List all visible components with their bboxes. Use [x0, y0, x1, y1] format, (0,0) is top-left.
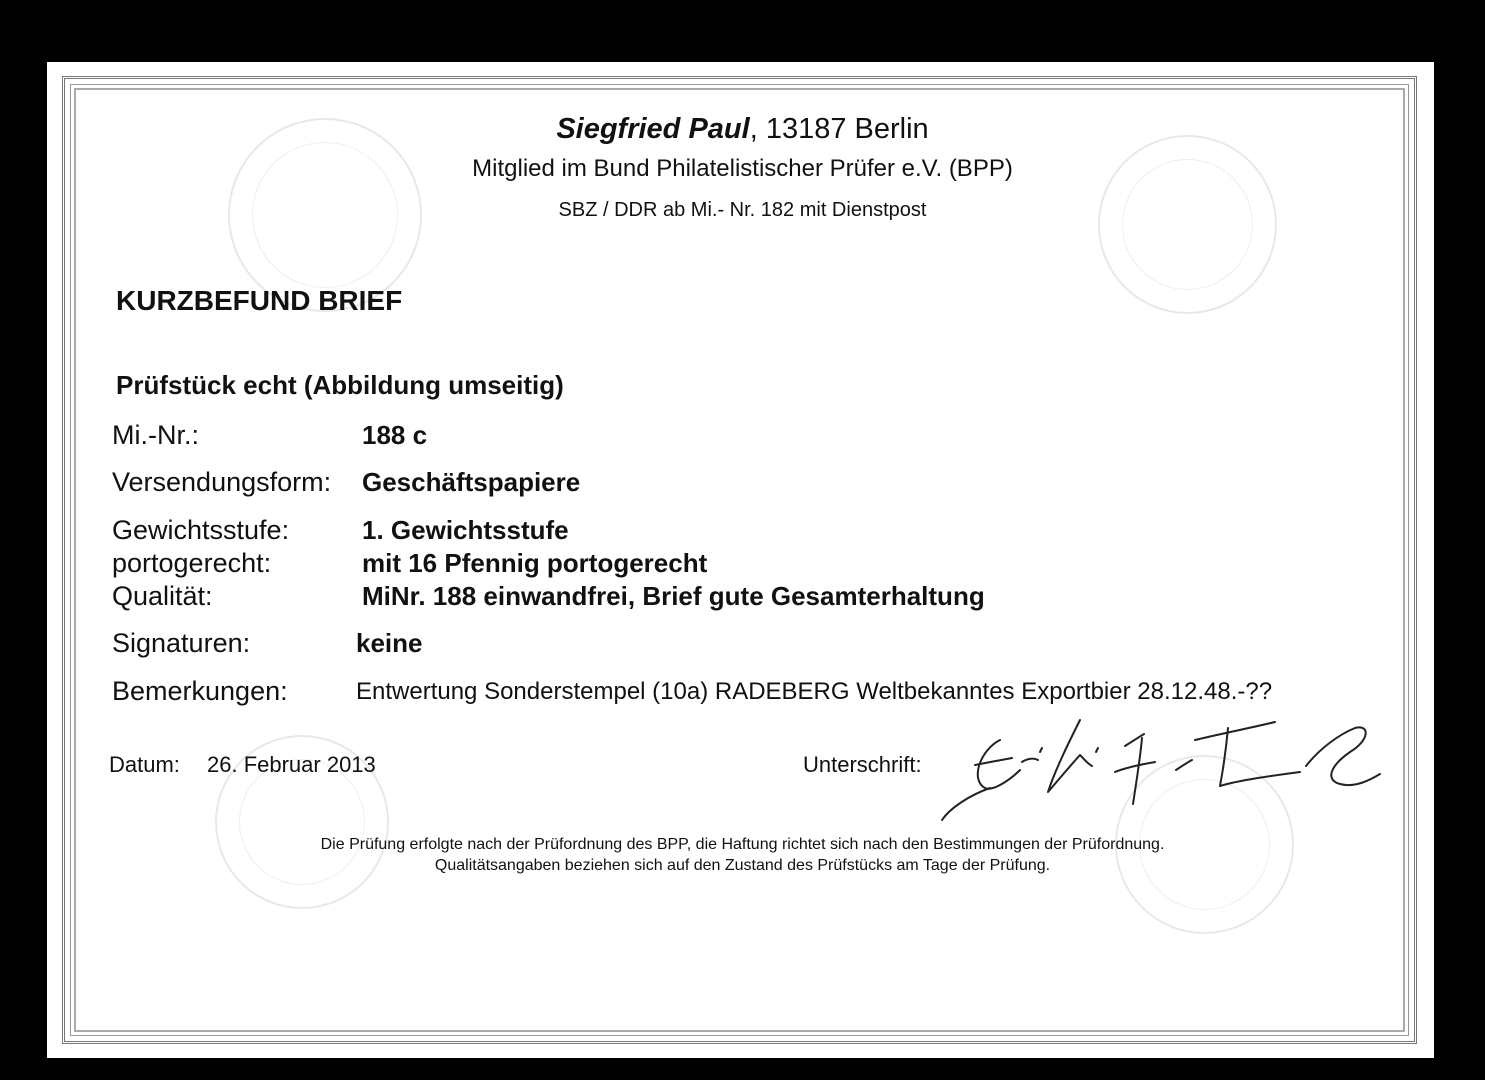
versendungsform-label: Versendungsform: — [112, 467, 332, 497]
signature-label: Unterschrift: — [803, 752, 922, 777]
portogerecht-label: portogerecht: — [112, 548, 272, 578]
signaturen-label: Signaturen: — [112, 628, 251, 658]
qualitaet-label: Qualität: — [112, 581, 213, 611]
issuer-address: , 13187 Berlin — [749, 113, 929, 145]
gewichtsstufe-value: 1. Gewichtsstufe — [362, 515, 569, 545]
issuer-name: Siegfried Paul — [556, 113, 750, 145]
signaturen-value: keine — [356, 628, 423, 658]
footer-disclaimer-line1: Die Prüfung erfolgte nach der Prüfordnung des BPP, die Haftung richtet sich nach den Bestimmungen der Prüfordnung. — [320, 836, 1165, 853]
issuer-heading — [0, 113, 1485, 146]
footer-disclaimer-line2: Qualitätsangaben beziehen sich auf den Zustand des Prüfstücks am Tage der Prüfung. — [434, 857, 1051, 874]
qualitaet-value: MiNr. 188 einwandfrei, Brief gute Gesamterhaltung — [362, 581, 985, 611]
bemerkungen-value: Entwertung Sonderstempel (10a) RADEBERG Weltbekanntes Exportbier 28.12.48.-?? — [356, 678, 1273, 705]
issuer-scope: SBZ / DDR ab Mi.- Nr. 182 mit Dienstpost — [558, 199, 927, 221]
versendungsform-value: Geschäftspapiere — [362, 467, 581, 497]
mi-nr-label: Mi.-Nr.: — [112, 420, 199, 450]
gewichtsstufe-label: Gewichtsstufe: — [112, 515, 290, 545]
handwritten-signature — [930, 700, 1390, 830]
bemerkungen-label: Bemerkungen: — [112, 676, 288, 706]
date-value: 26. Februar 2013 — [207, 752, 376, 777]
verdict-status: Prüfstück echt (Abbildung umseitig) — [116, 370, 564, 400]
issuer-membership: Mitglied im Bund Philatelistischer Prüfer e.V. (BPP) — [472, 155, 1013, 182]
mi-nr-value: 188 c — [362, 420, 428, 450]
date-label: Datum: — [109, 752, 180, 777]
document-title: KURZBEFUND BRIEF — [116, 285, 403, 316]
portogerecht-value: mit 16 Pfennig portogerecht — [362, 548, 708, 578]
